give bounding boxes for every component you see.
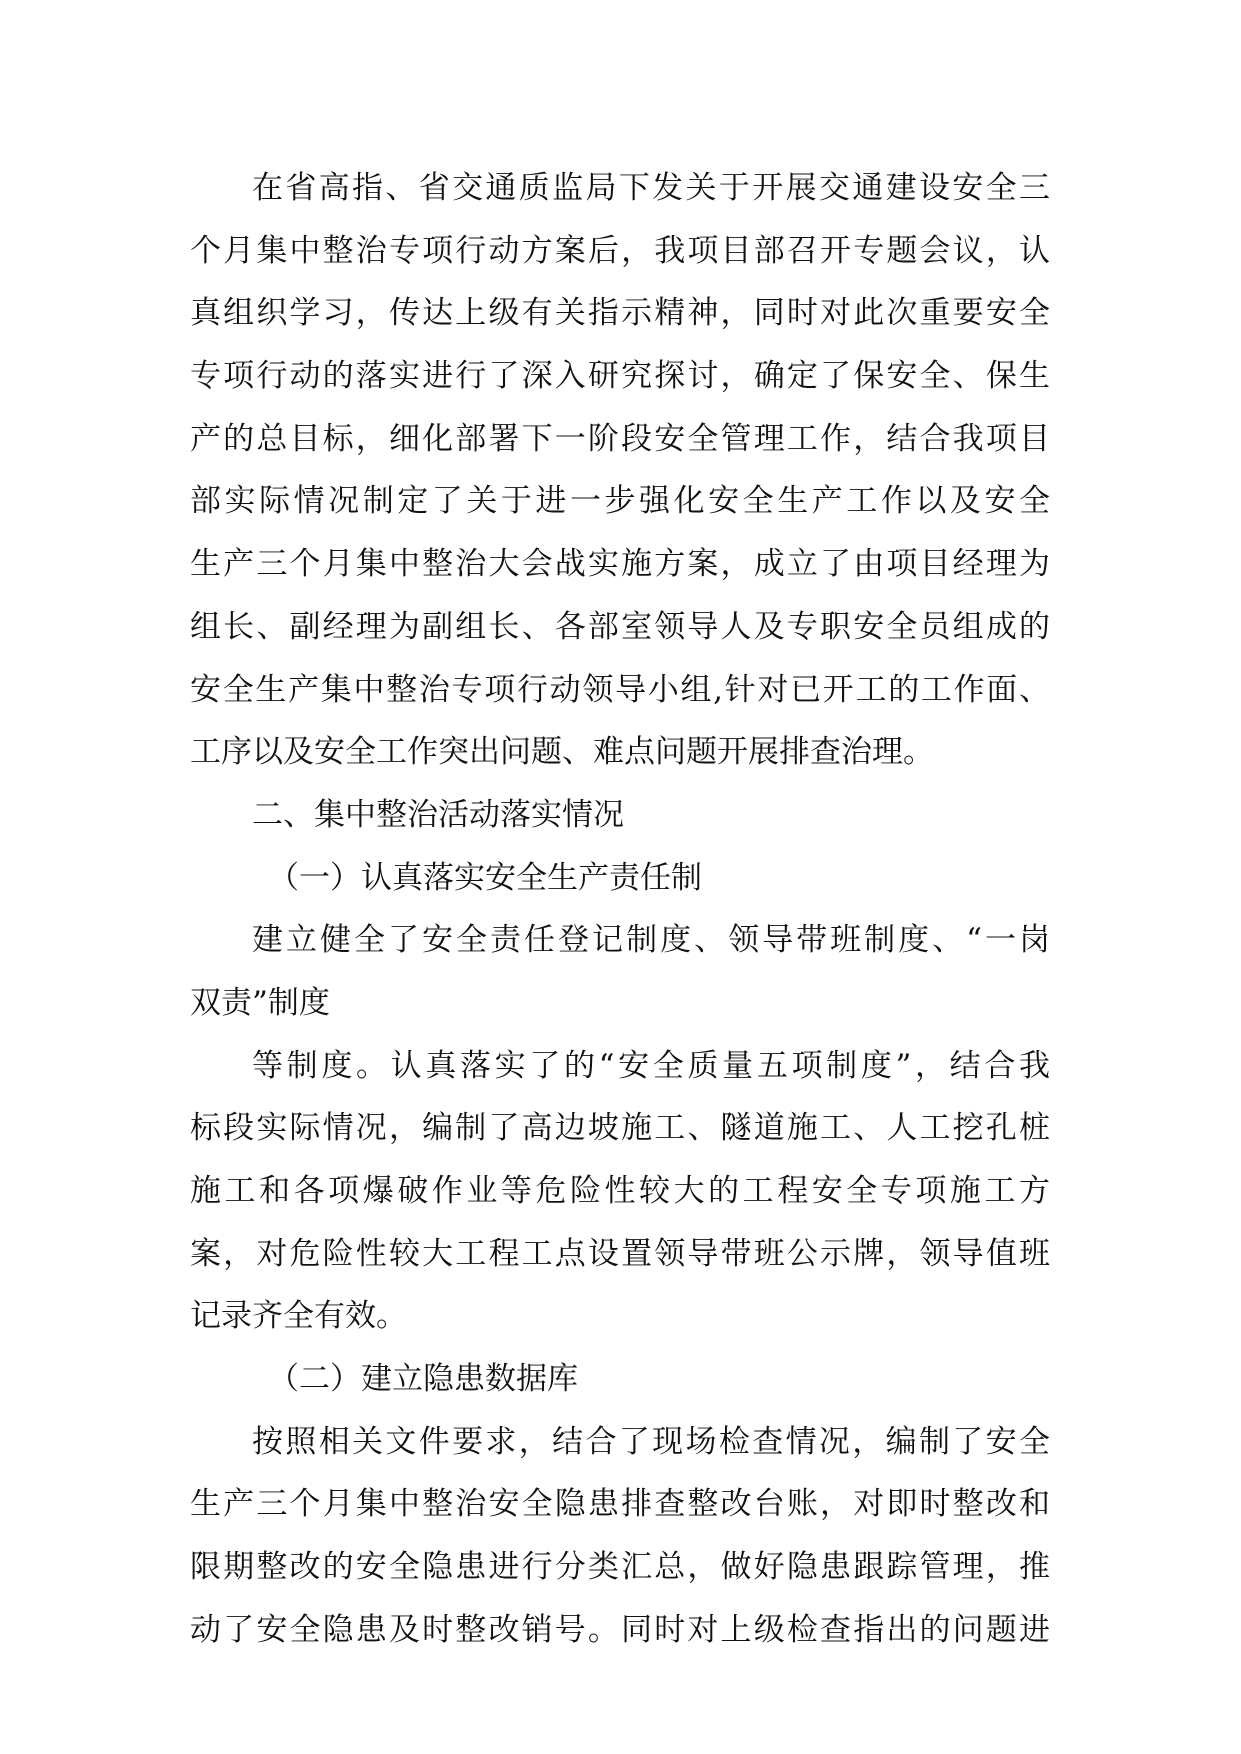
paragraph-line: 案，对危险性较大工程工点设置领导带班公示牌，领导值班 <box>190 1235 1050 1272</box>
paragraph-line: 专项行动的落实进行了深入研究探讨，确定了保安全、保生 <box>190 358 1050 395</box>
subsection-heading: （二）建立隐患数据库 <box>268 1361 578 1398</box>
paragraph-line: 等制度。认真落实了的“安全质量五项制度”，结合我 <box>252 1047 1050 1084</box>
paragraph-line: 按照相关文件要求，结合了现场检查情况，编制了安全 <box>252 1423 1050 1460</box>
paragraph-line: 产的总目标，细化部署下一阶段安全管理工作，结合我项目 <box>190 420 1050 457</box>
paragraph-line: 动了安全隐患及时整改销号。同时对上级检查指出的问题进 <box>190 1611 1050 1648</box>
document-body <box>190 157 1050 1662</box>
paragraph-line: 生产三个月集中整治安全隐患排查整改台账，对即时整改和 <box>190 1486 1050 1523</box>
paragraph-line: 组长、副经理为副组长、各部室领导人及专职安全员组成的 <box>190 608 1050 645</box>
paragraph-line: 个月集中整治专项行动方案后，我项目部召开专题会议，认 <box>190 232 1050 269</box>
paragraph-line: 真组织学习，传达上级有关指示精神，同时对此次重要安全 <box>190 295 1050 332</box>
paragraph-line: 记录齐全有效。 <box>190 1298 407 1335</box>
paragraph-line: 建立健全了安全责任登记制度、领导带班制度、“一岗 <box>252 922 1050 959</box>
paragraph-line: 限期整改的安全隐患进行分类汇总，做好隐患跟踪管理，推 <box>190 1549 1050 1586</box>
paragraph-line: 工序以及安全工作突出问题、难点问题开展排查治理。 <box>190 734 934 771</box>
section-heading: 二、集中整治活动落实情况 <box>252 796 624 833</box>
paragraph-line: 安全生产集中整治专项行动领导小组,针对已开工的工作面、 <box>190 671 1050 708</box>
paragraph-line: 施工和各项爆破作业等危险性较大的工程安全专项施工方 <box>190 1173 1050 1209</box>
subsection-heading: （一）认真落实安全生产责任制 <box>268 859 702 896</box>
paragraph-line: 部实际情况制定了关于进一步强化安全生产工作以及安全 <box>190 483 1050 520</box>
paragraph-line: 标段实际情况，编制了高边坡施工、隧道施工、人工挖孔桩 <box>190 1110 1050 1147</box>
paragraph-line: 在省高指、省交通质监局下发关于开展交通建设安全三 <box>252 170 1050 206</box>
paragraph-line: 双责”制度 <box>190 984 330 1021</box>
paragraph-line: 生产三个月集中整治大会战实施方案，成立了由项目经理为 <box>190 546 1050 583</box>
